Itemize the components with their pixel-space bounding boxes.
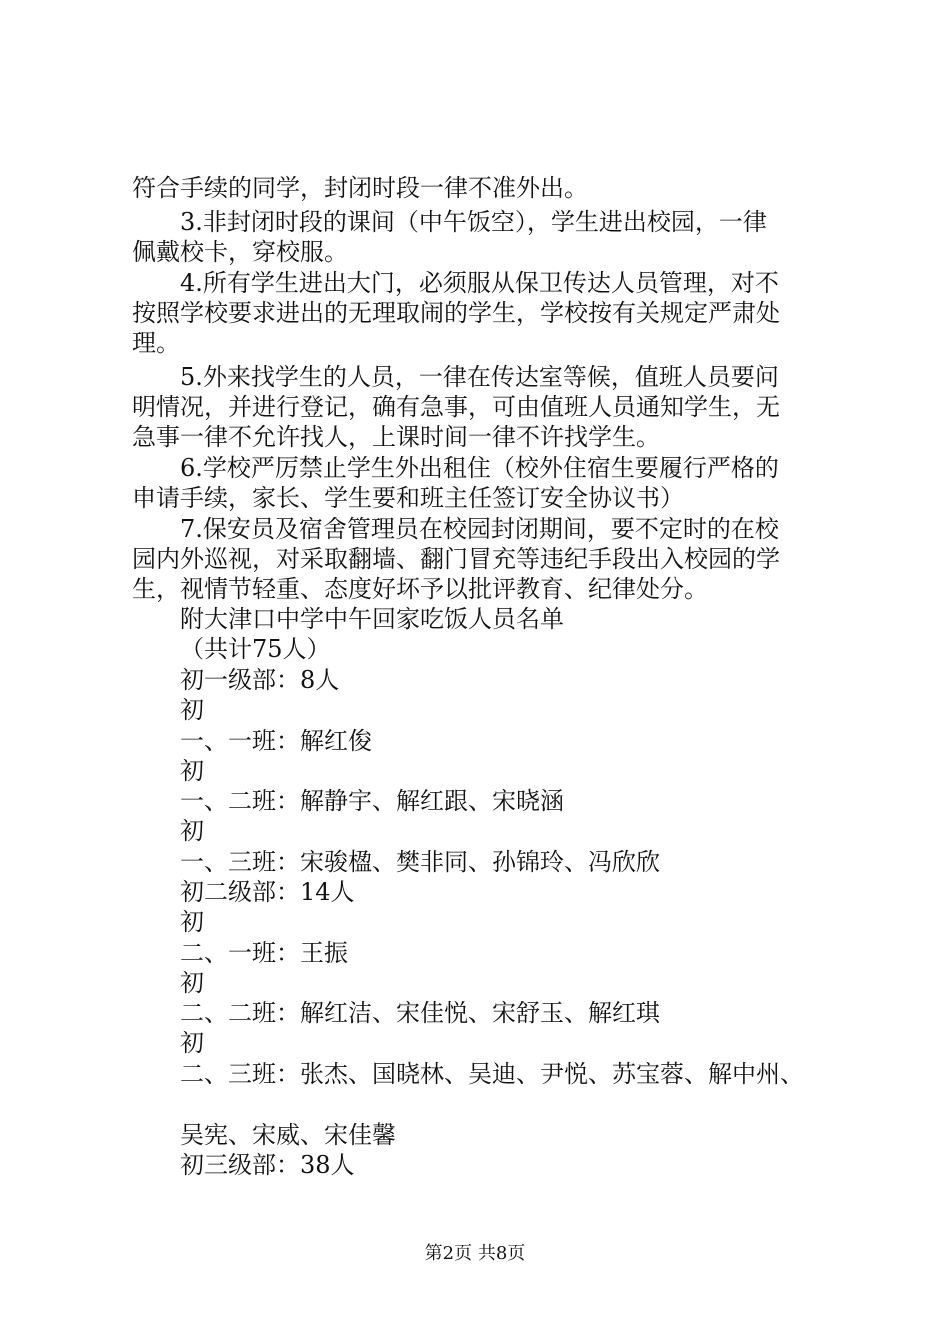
paragraph-line: 6.学校严厉禁止学生外出租住（校外住宿生要履行严格的 xyxy=(180,454,779,482)
roster-line: 初 xyxy=(180,696,204,724)
paragraph-line: 符合手续的同学，封闭时段一律不准外出。 xyxy=(132,174,588,202)
roster-line: 初 xyxy=(180,1029,204,1057)
paragraph-line: 明情况，并进行登记，确有急事，可由值班人员通知学生，无 xyxy=(132,393,780,421)
grade-heading: 初一级部：8人 xyxy=(180,666,340,694)
class-roster: 一、三班：宋骏楹、樊非同、孙锦玲、冯欣欣 xyxy=(180,848,660,876)
class-roster: 二、三班：张杰、国晓林、吴迪、尹悦、苏宝蓉、解中州、 xyxy=(180,1060,804,1088)
paragraph-line: 理。 xyxy=(132,329,180,357)
paragraph-line: 按照学校要求进出的无理取闹的学生，学校按有关规定严肃处 xyxy=(132,299,780,327)
paragraph-line: 5.外来找学生的人员，一律在传达室等候，值班人员要问 xyxy=(180,363,779,391)
roster-line: 初 xyxy=(180,757,204,785)
class-roster: 一、二班：解静宇、解红跟、宋晓涵 xyxy=(180,787,564,815)
paragraph-line: 3.非封闭时段的课间（中午饭空），学生进出校园，一律 xyxy=(180,208,767,236)
paragraph-line: 佩戴校卡，穿校服。 xyxy=(132,238,348,266)
class-roster: 一、一班：解红俊 xyxy=(180,727,372,755)
paragraph-line: 园内外巡视，对采取翻墙、翻门冒充等违纪手段出入校园的学 xyxy=(132,545,780,573)
roster-line: 初 xyxy=(180,908,204,936)
paragraph-line: 急事一律不允许找人，上课时间一律不许找学生。 xyxy=(132,423,660,451)
roster-line: 初 xyxy=(180,817,204,845)
grade-heading: 初三级部：38人 xyxy=(180,1151,355,1179)
roster-line: 初 xyxy=(180,969,204,997)
class-roster: 二、二班：解红洁、宋佳悦、宋舒玉、解红琪 xyxy=(180,999,660,1027)
roster-total: （共计75人） xyxy=(180,635,331,663)
roster-title: 附大津口中学中午回家吃饭人员名单 xyxy=(180,605,564,633)
paragraph-line: 申请手续，家长、学生要和班主任签订安全协议书） xyxy=(132,484,684,512)
paragraph-line: 生，视情节轻重、态度好坏予以批评教育、纪律处分。 xyxy=(132,575,708,603)
paragraph-line: 7.保安员及宿舍管理员在校园封闭期间，要不定时的在校 xyxy=(180,515,779,543)
class-roster: 二、一班：王振 xyxy=(180,939,348,967)
grade-heading: 初二级部：14人 xyxy=(180,878,355,906)
paragraph-line: 4.所有学生进出大门，必须服从保卫传达人员管理，对不 xyxy=(180,269,779,297)
class-roster-continued: 吴宪、宋威、宋佳馨 xyxy=(180,1121,396,1149)
page-footer: 第2页 共8页 xyxy=(424,1243,526,1264)
